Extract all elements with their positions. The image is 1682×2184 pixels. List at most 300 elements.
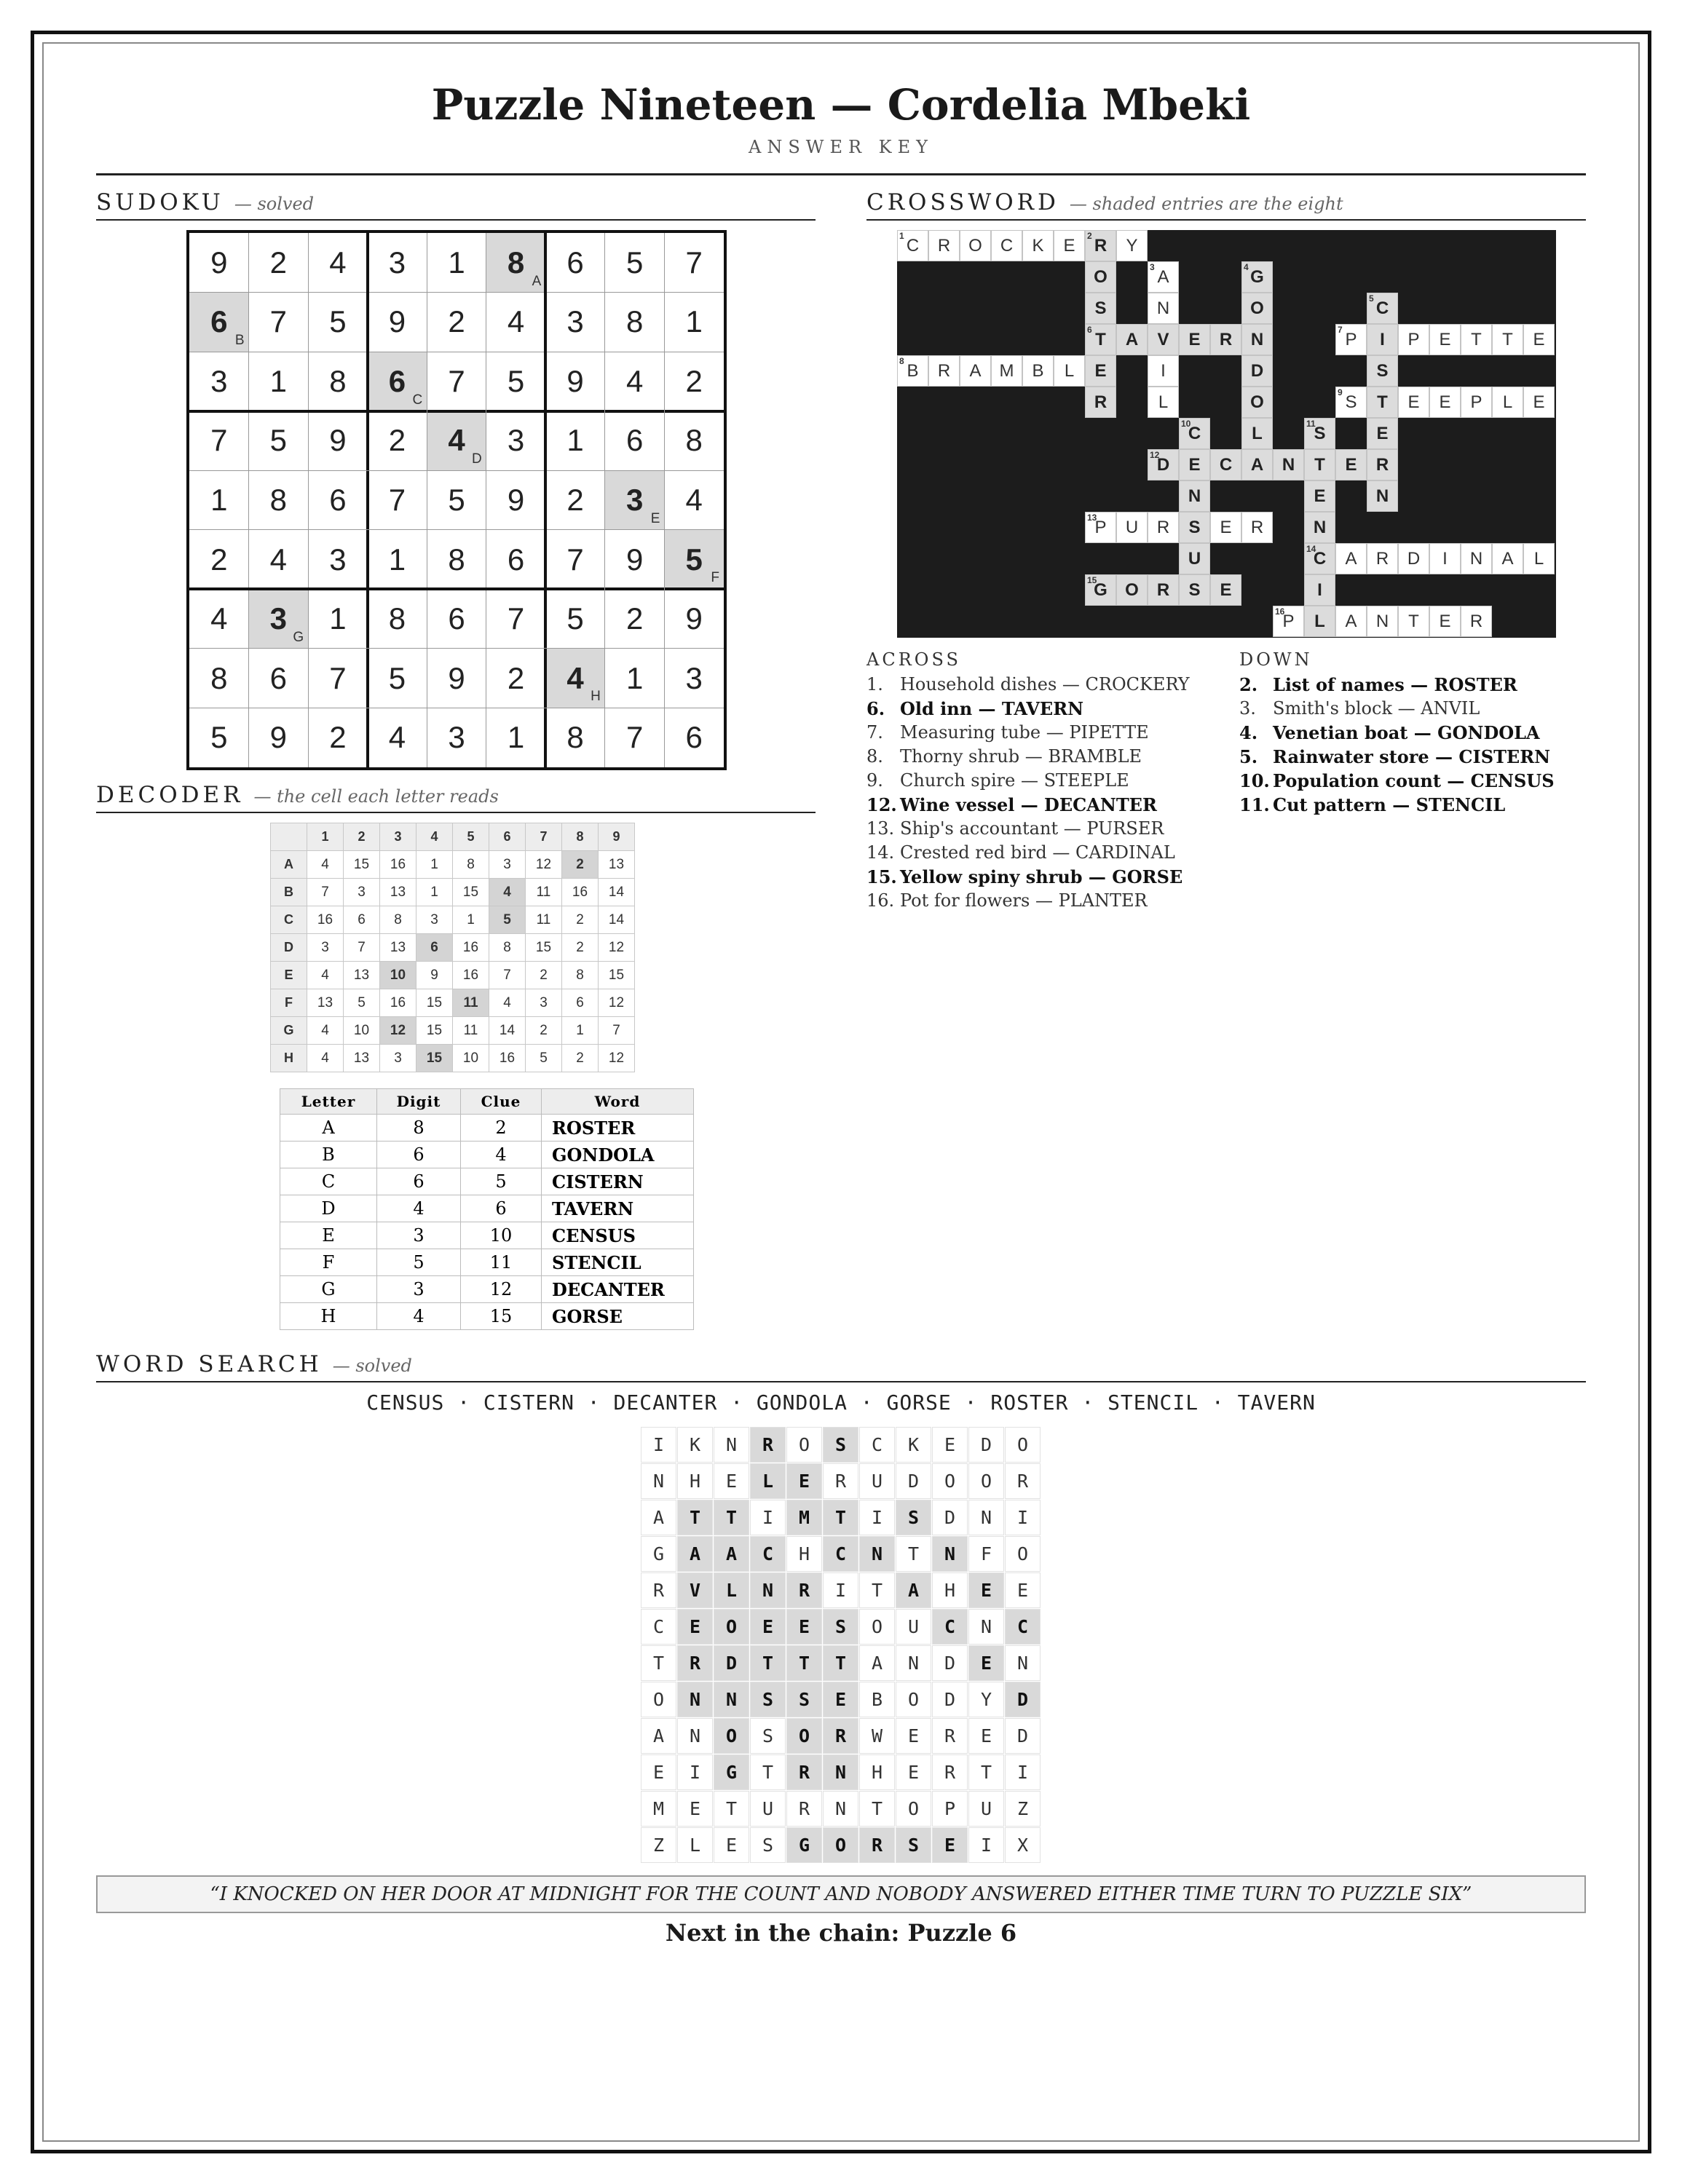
crossword-letter: L bbox=[1502, 392, 1513, 412]
decoder-row-label: A bbox=[271, 851, 307, 879]
wordsearch-heading-note: — solved bbox=[332, 1356, 412, 1376]
decoder-col-label: 6 bbox=[489, 823, 526, 851]
decoder-cell: 8 bbox=[380, 906, 416, 934]
sudoku-cell bbox=[664, 708, 724, 767]
wordsearch-cell: A bbox=[677, 1536, 713, 1572]
crossword-letter: N bbox=[1156, 298, 1170, 318]
crossword-letter: M bbox=[999, 360, 1014, 381]
decoder-cell: 15 bbox=[416, 1017, 453, 1045]
crossword-cell bbox=[1523, 387, 1555, 418]
wordsearch-cell: T bbox=[714, 1791, 749, 1827]
clue-item bbox=[866, 745, 1190, 769]
crossword-letter: G bbox=[1094, 579, 1107, 600]
wordsearch-cell: S bbox=[750, 1718, 786, 1754]
crossword-cell bbox=[1148, 449, 1179, 480]
sudoku-cell bbox=[189, 411, 249, 471]
crossword-letter: A bbox=[1501, 548, 1514, 569]
crossword-letter: E bbox=[1314, 486, 1326, 506]
wordsearch-cell: X bbox=[1005, 1827, 1041, 1863]
crossword-letter: N bbox=[1250, 329, 1264, 349]
wordsearch-cell: B bbox=[859, 1682, 895, 1717]
decoder-row bbox=[271, 879, 635, 906]
wordsearch-cell: I bbox=[641, 1427, 676, 1463]
sudoku-digit: 4 bbox=[566, 660, 584, 695]
sudoku-grid-line bbox=[664, 233, 665, 767]
wordsearch-cell: E bbox=[896, 1718, 931, 1754]
sudoku-cell bbox=[368, 649, 427, 708]
wordsearch-cell: A bbox=[896, 1572, 931, 1608]
crossword-heading bbox=[866, 189, 1343, 215]
crossword-cell bbox=[1085, 261, 1116, 293]
crossword-letter: S bbox=[1376, 360, 1389, 381]
wordsearch-cell: Z bbox=[641, 1827, 676, 1863]
sudoku-grid-line bbox=[544, 233, 547, 767]
letter-table-cell: 12 bbox=[461, 1276, 542, 1303]
sudoku-digit: 7 bbox=[329, 660, 347, 695]
sudoku-digit: 3 bbox=[685, 660, 703, 695]
crossword-letter: U bbox=[1125, 517, 1139, 537]
crossword-cell bbox=[1367, 355, 1398, 387]
crossword-cell bbox=[1429, 324, 1461, 355]
wordsearch-cell: R bbox=[1005, 1463, 1041, 1499]
wordsearch-cell: N bbox=[714, 1427, 749, 1463]
crossword-cell bbox=[1054, 230, 1085, 261]
crossword-cell bbox=[1398, 543, 1429, 574]
wordsearch-cell: H bbox=[859, 1754, 895, 1790]
wordsearch-cell: V bbox=[677, 1572, 713, 1608]
wordsearch-cell: E bbox=[1005, 1572, 1041, 1608]
decoder-cell: 8 bbox=[453, 851, 489, 879]
clue-item bbox=[866, 769, 1190, 793]
wordsearch-cell: E bbox=[932, 1827, 968, 1863]
sudoku-digit: 3 bbox=[507, 423, 525, 458]
sudoku-cell bbox=[545, 530, 605, 590]
sudoku-grid-line bbox=[189, 470, 724, 471]
crossword-cell bbox=[960, 355, 991, 387]
sudoku-digit: 1 bbox=[210, 482, 228, 517]
crossword-letter: N bbox=[1282, 454, 1295, 475]
crossword-cell bbox=[1241, 293, 1273, 324]
crossword-letter: E bbox=[1533, 329, 1545, 349]
sudoku-digit: 7 bbox=[566, 542, 584, 577]
crossword-cell bbox=[1116, 512, 1148, 543]
crossword-cell bbox=[1179, 480, 1210, 512]
decoder-cell: 11 bbox=[453, 1017, 489, 1045]
sudoku-digit: 6 bbox=[566, 245, 584, 280]
decoder-cell: 13 bbox=[380, 934, 416, 962]
wordsearch-cell: U bbox=[859, 1463, 895, 1499]
sudoku-digit: 5 bbox=[210, 720, 228, 755]
decoder-col-label: 4 bbox=[416, 823, 453, 851]
crossword-cell bbox=[1492, 324, 1523, 355]
sudoku-cell bbox=[664, 530, 724, 590]
sudoku-digit: 5 bbox=[388, 660, 406, 695]
crossword-letter: T bbox=[1471, 329, 1482, 349]
wordsearch-cell: I bbox=[859, 1500, 895, 1535]
decoder-row-label: D bbox=[271, 934, 307, 962]
decoder-cell: 2 bbox=[526, 962, 562, 989]
letter-table-cell: B bbox=[280, 1142, 377, 1168]
crossword-cell bbox=[1148, 574, 1179, 606]
wordsearch-cell: S bbox=[896, 1827, 931, 1863]
letter-table-cell: E bbox=[280, 1222, 377, 1249]
sudoku-digit: 5 bbox=[507, 363, 525, 398]
decoder-row bbox=[271, 1017, 635, 1045]
decoder-cell: 15 bbox=[416, 1045, 453, 1072]
clue-text: Pot for flowers — PLANTER bbox=[900, 890, 1148, 911]
sudoku-digit: 8 bbox=[329, 363, 347, 398]
decoder-cell: 5 bbox=[489, 906, 526, 934]
decoder-cell: 16 bbox=[489, 1045, 526, 1072]
sudoku-digit: 6 bbox=[210, 304, 228, 339]
sudoku-digit: 5 bbox=[685, 542, 703, 577]
sudoku-cell bbox=[308, 411, 368, 471]
wordsearch-cell: T bbox=[677, 1500, 713, 1535]
wordsearch-cell: G bbox=[786, 1827, 822, 1863]
clue-number: 6. bbox=[866, 698, 885, 719]
sudoku-cell bbox=[605, 649, 665, 708]
wordsearch-cell: N bbox=[859, 1536, 895, 1572]
crossword-clue-number: 7 bbox=[1338, 325, 1343, 335]
sudoku-digit: 1 bbox=[685, 304, 703, 339]
crossword-cell bbox=[1179, 543, 1210, 574]
crossword-letter: R bbox=[1156, 579, 1170, 600]
sudoku-cell bbox=[664, 411, 724, 471]
clue-number: 15. bbox=[866, 866, 897, 887]
crossword-cell bbox=[1179, 418, 1210, 449]
crossword-letter: E bbox=[1439, 611, 1451, 631]
wordsearch-cell: O bbox=[714, 1718, 749, 1754]
sudoku-cell bbox=[427, 352, 486, 411]
sudoku-digit: 5 bbox=[625, 245, 644, 280]
decoder-col-label: 1 bbox=[307, 823, 344, 851]
sudoku-digit: 4 bbox=[507, 304, 525, 339]
crossword-letter: R bbox=[937, 360, 951, 381]
sudoku-cell bbox=[486, 649, 546, 708]
sudoku-digit: 6 bbox=[685, 720, 703, 755]
sudoku-cell bbox=[368, 411, 427, 471]
sudoku-digit: 4 bbox=[685, 482, 703, 517]
crossword-cell bbox=[1367, 606, 1398, 637]
decoder-cell: 3 bbox=[526, 989, 562, 1017]
crossword-cell bbox=[897, 355, 928, 387]
crossword-heading-note: — shaded entries are the eight bbox=[1069, 194, 1343, 214]
decoder-col-label: 8 bbox=[562, 823, 599, 851]
letter-table-cell: H bbox=[280, 1303, 377, 1330]
wordsearch-cell: E bbox=[714, 1463, 749, 1499]
crossword-letter: E bbox=[1345, 454, 1357, 475]
wordsearch-cell: I bbox=[750, 1500, 786, 1535]
sudoku-cell bbox=[545, 589, 605, 649]
crossword-cell bbox=[1085, 324, 1116, 355]
decoder-cell: 15 bbox=[599, 962, 635, 989]
sudoku-digit: 2 bbox=[448, 304, 465, 339]
wordsearch-cell: R bbox=[859, 1827, 895, 1863]
letter-table-row bbox=[280, 1142, 694, 1168]
sudoku-cell-tag: G bbox=[293, 629, 304, 645]
decoder-cell: 15 bbox=[526, 934, 562, 962]
sudoku-grid-line bbox=[248, 233, 249, 767]
crossword-letter: A bbox=[1345, 611, 1357, 631]
crossword-letter: N bbox=[1313, 517, 1327, 537]
crossword-letter: P bbox=[1094, 517, 1107, 537]
sudoku-cell bbox=[308, 293, 368, 352]
wordsearch-cell: Z bbox=[1005, 1791, 1041, 1827]
sudoku-cell bbox=[486, 470, 546, 530]
sudoku-digit: 8 bbox=[210, 660, 228, 695]
wordsearch-cell: E bbox=[677, 1791, 713, 1827]
decoder-cell: 4 bbox=[489, 989, 526, 1017]
crossword-letter: L bbox=[1252, 423, 1263, 443]
crossword-letter: E bbox=[1094, 360, 1107, 381]
wordsearch-cell: N bbox=[896, 1645, 931, 1681]
sudoku-cell-tag: B bbox=[234, 333, 245, 349]
wordsearch-cell: E bbox=[786, 1463, 822, 1499]
sudoku-digit: 1 bbox=[388, 542, 406, 577]
decoder-cell: 14 bbox=[489, 1017, 526, 1045]
sudoku-cell bbox=[427, 233, 486, 293]
wordsearch-cell: O bbox=[932, 1463, 968, 1499]
crossword-clue-number: 15 bbox=[1087, 575, 1097, 585]
crossword-letter: T bbox=[1314, 454, 1325, 475]
wordsearch-cell: N bbox=[1005, 1645, 1041, 1681]
sudoku-cell bbox=[249, 708, 309, 767]
decoder-cell: 2 bbox=[562, 934, 599, 962]
sudoku-grid-line bbox=[308, 233, 309, 767]
sudoku-cell bbox=[605, 293, 665, 352]
decoder-col-label: 5 bbox=[453, 823, 489, 851]
sudoku-digit: 8 bbox=[269, 482, 287, 517]
sudoku-cell bbox=[427, 470, 486, 530]
decoder-cell: 11 bbox=[526, 879, 562, 906]
decoder-row bbox=[271, 851, 635, 879]
crossword-letter: D bbox=[1156, 454, 1170, 475]
wordsearch-cell: T bbox=[823, 1500, 858, 1535]
crossword-cell bbox=[1116, 324, 1148, 355]
crossword-cell bbox=[1429, 387, 1461, 418]
crossword-clue-number: 11 bbox=[1306, 419, 1316, 429]
crossword-cell bbox=[1398, 324, 1429, 355]
letter-table-cell: 3 bbox=[377, 1222, 461, 1249]
crossword-letter: A bbox=[1125, 329, 1139, 349]
crossword-cell bbox=[1367, 418, 1398, 449]
sudoku-cell bbox=[486, 708, 546, 767]
sudoku-grid bbox=[186, 230, 727, 770]
crossword-letter: S bbox=[1188, 517, 1201, 537]
wordsearch-cell: F bbox=[968, 1536, 1004, 1572]
crossword-cell bbox=[960, 230, 991, 261]
crossword-letter: O bbox=[968, 235, 982, 256]
wordsearch-cell: A bbox=[641, 1500, 676, 1535]
crossword-cell bbox=[1461, 324, 1492, 355]
clue-item bbox=[1239, 769, 1555, 793]
sudoku-cell bbox=[427, 708, 486, 767]
letter-table-cell: 5 bbox=[377, 1249, 461, 1276]
crossword-letter: P bbox=[1345, 329, 1357, 349]
crossword-cell bbox=[1492, 387, 1523, 418]
sudoku-digit: 4 bbox=[210, 601, 228, 636]
crossword-cell bbox=[1085, 230, 1116, 261]
crossword-cell bbox=[1148, 261, 1179, 293]
wordsearch-cell: G bbox=[714, 1754, 749, 1790]
decoder-row bbox=[271, 1045, 635, 1072]
sudoku-cell bbox=[605, 530, 665, 590]
wordsearch-cell: S bbox=[750, 1827, 786, 1863]
decoder-col-label: 7 bbox=[526, 823, 562, 851]
crossword-cell bbox=[1085, 512, 1116, 543]
crossword-cell bbox=[1085, 387, 1116, 418]
wordsearch-cell: R bbox=[823, 1718, 858, 1754]
decoder-cell: 7 bbox=[599, 1017, 635, 1045]
sudoku-cell bbox=[664, 589, 724, 649]
wordsearch-cell: S bbox=[896, 1500, 931, 1535]
crossword-letter: R bbox=[1375, 454, 1389, 475]
decoder-row-label: B bbox=[271, 879, 307, 906]
letter-table-cell: 11 bbox=[461, 1249, 542, 1276]
decoder-cell: 16 bbox=[307, 906, 344, 934]
sudoku-cell bbox=[545, 470, 605, 530]
wordsearch-cell: C bbox=[750, 1536, 786, 1572]
crossword-cell bbox=[1148, 355, 1179, 387]
sudoku-cell bbox=[545, 708, 605, 767]
decoder-corner bbox=[271, 823, 307, 851]
crossword-letter: T bbox=[1502, 329, 1513, 349]
sudoku-cell bbox=[545, 233, 605, 293]
decoder-cell: 3 bbox=[344, 879, 380, 906]
down-clues bbox=[1239, 673, 1555, 817]
crossword-cell bbox=[1241, 355, 1273, 387]
sudoku-digit: 8 bbox=[448, 542, 465, 577]
crossword-letter: R bbox=[1469, 611, 1483, 631]
clue-number: 12. bbox=[866, 794, 897, 815]
sudoku-cell bbox=[249, 233, 309, 293]
crossword-cell bbox=[1367, 324, 1398, 355]
crossword-cell bbox=[1148, 324, 1179, 355]
clue-item bbox=[866, 721, 1190, 745]
sudoku-digit: 3 bbox=[566, 304, 584, 339]
crossword-letter: E bbox=[1439, 329, 1451, 349]
decoder-cell: 15 bbox=[453, 879, 489, 906]
sudoku-digit: 1 bbox=[507, 720, 525, 755]
letter-table-cell: 4 bbox=[377, 1195, 461, 1222]
letter-table-cell: G bbox=[280, 1276, 377, 1303]
clue-item bbox=[1239, 745, 1555, 769]
crossword-letter: O bbox=[1094, 266, 1107, 287]
crossword-letter: A bbox=[969, 360, 982, 381]
wordsearch-cell: C bbox=[859, 1427, 895, 1463]
wordsearch-cell: N bbox=[823, 1754, 858, 1790]
sudoku-digit: 9 bbox=[507, 482, 525, 517]
sudoku-digit: 5 bbox=[566, 601, 584, 636]
decoder-cell: 4 bbox=[307, 851, 344, 879]
clue-number: 10. bbox=[1239, 770, 1270, 791]
sudoku-cell bbox=[189, 708, 249, 767]
wordsearch-cell: A bbox=[859, 1645, 895, 1681]
clue-item bbox=[1239, 697, 1555, 721]
crossword-cell bbox=[1367, 293, 1398, 324]
crossword-clue-number: 5 bbox=[1369, 293, 1374, 304]
letter-table-cell: A bbox=[280, 1115, 377, 1142]
crossword-letter: E bbox=[1533, 392, 1545, 412]
sudoku-cell bbox=[545, 411, 605, 471]
crossword-cell bbox=[1304, 574, 1335, 606]
sudoku-digit: 9 bbox=[625, 542, 644, 577]
crossword-cell bbox=[1210, 449, 1241, 480]
crossword-cell bbox=[1241, 387, 1273, 418]
sudoku-digit: 3 bbox=[625, 482, 644, 517]
decoder-row bbox=[271, 906, 635, 934]
sudoku-cell bbox=[605, 411, 665, 471]
sudoku-cell bbox=[427, 649, 486, 708]
decoder-cell: 1 bbox=[416, 851, 453, 879]
crossword-cell bbox=[1179, 449, 1210, 480]
wordsearch-cell: N bbox=[750, 1572, 786, 1608]
crossword-heading-label: CROSSWORD bbox=[866, 189, 1059, 215]
crossword-letter: L bbox=[1158, 392, 1169, 412]
wordsearch-cell: D bbox=[714, 1645, 749, 1681]
sudoku-digit: 7 bbox=[507, 601, 525, 636]
letter-table-cell: TAVERN bbox=[542, 1195, 694, 1222]
crossword-cell bbox=[1335, 543, 1367, 574]
letter-table-row bbox=[280, 1276, 694, 1303]
decoder-grid bbox=[270, 823, 635, 1072]
crossword-cell bbox=[1022, 355, 1054, 387]
sudoku-cell bbox=[249, 530, 309, 590]
wordsearch-cell: E bbox=[968, 1645, 1004, 1681]
clue-number: 8. bbox=[866, 746, 883, 767]
page-title: Puzzle Nineteen — Cordelia Mbeki bbox=[431, 80, 1251, 130]
decoder-cell: 5 bbox=[526, 1045, 562, 1072]
clue-number: 13. bbox=[866, 818, 895, 839]
letter-table-row bbox=[280, 1168, 694, 1195]
wordsearch-cell: O bbox=[823, 1827, 858, 1863]
decoder-cell: 1 bbox=[562, 1017, 599, 1045]
crossword-letter: T bbox=[1377, 392, 1388, 412]
crossword-cell bbox=[1210, 324, 1241, 355]
sudoku-digit: 4 bbox=[329, 245, 347, 280]
letter-table-row bbox=[280, 1303, 694, 1330]
decoder-cell: 10 bbox=[453, 1045, 489, 1072]
sudoku-cell bbox=[189, 589, 249, 649]
letter-table-header-cell: Digit bbox=[377, 1089, 461, 1115]
clue-text: Population count — CENSUS bbox=[1273, 770, 1555, 791]
sudoku-grid-line bbox=[189, 587, 724, 590]
crossword-cell bbox=[1273, 606, 1304, 637]
crossword-letter: R bbox=[937, 235, 951, 256]
sudoku-digit: 7 bbox=[448, 363, 465, 398]
decoder-cell: 12 bbox=[380, 1017, 416, 1045]
decoder-cell: 16 bbox=[453, 962, 489, 989]
sudoku-cell-tag: A bbox=[532, 273, 542, 289]
crossword-cell bbox=[928, 355, 960, 387]
wordsearch-cell: C bbox=[1005, 1609, 1041, 1645]
crossword-letter: B bbox=[907, 360, 919, 381]
sudoku-digit: 5 bbox=[269, 423, 287, 458]
crossword-letter: O bbox=[1125, 579, 1139, 600]
crossword-letter: C bbox=[1313, 548, 1327, 569]
wordsearch-cell: P bbox=[932, 1791, 968, 1827]
clue-text: List of names — ROSTER bbox=[1273, 674, 1517, 695]
sudoku-heading-label: SUDOKU bbox=[96, 189, 224, 215]
wordsearch-cell: E bbox=[677, 1609, 713, 1645]
crossword-letter: T bbox=[1408, 611, 1419, 631]
sudoku-cell bbox=[368, 233, 427, 293]
sudoku-digit: 6 bbox=[388, 363, 406, 398]
wordsearch-cell: O bbox=[786, 1718, 822, 1754]
crossword-cell bbox=[1116, 230, 1148, 261]
sudoku-digit: 7 bbox=[210, 423, 228, 458]
wordsearch-cell: U bbox=[750, 1791, 786, 1827]
